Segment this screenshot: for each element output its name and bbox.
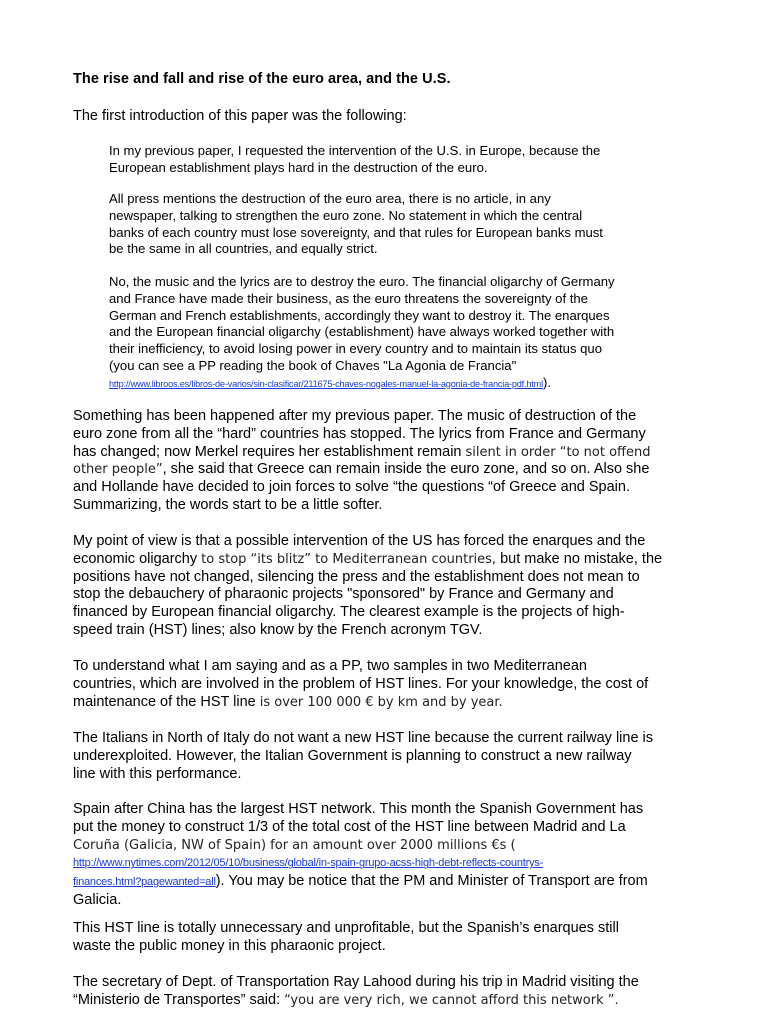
p1-text: has changed; now Merkel requires her establishment remain <box>73 443 466 460</box>
nytimes-link[interactable]: http://www.nytimes.com/2012/05/10/business/global/in-spain-grupo-acss-high-debt-reflects-countrys- <box>73 857 544 870</box>
p1-alt-text: other people” <box>73 462 163 478</box>
quote-paragraph-1 <box>109 143 709 177</box>
p6-line: waste the public money in this pharaonic project. <box>73 937 386 954</box>
p1-line <box>73 461 697 479</box>
p1-line: euro zone from all the “hard” countries has stopped. The lyrics from France and Germany <box>73 425 646 442</box>
p1-line: and Hollande have decided to join forces to solve “the questions “of Greece and Spain. <box>73 479 630 496</box>
paragraph-1 <box>73 408 697 515</box>
quote-paragraph-3 <box>109 274 709 393</box>
paragraph-5 <box>73 801 697 910</box>
p2-line <box>73 551 697 569</box>
quote3-line: their inefficiency, to avoid losing power in every country and to maintain its status quo <box>109 341 602 357</box>
p5-line: Galicia. <box>73 891 122 908</box>
p2-line: speed train (HST) lines; also know by the French acronym TGV. <box>73 621 483 638</box>
nytimes-link-continued[interactable]: finances.html?pagewanted=all <box>73 876 216 889</box>
quote2-line: All press mentions the destruction of the euro area, there is no article, in any <box>109 191 551 206</box>
quote3-line: and the European financial oligarchy (establishment) have always worked together with <box>109 324 615 340</box>
p5-line: put the money to construct 1/3 of the total cost of the HST line between Madrid and La <box>73 818 626 835</box>
quote3-line: German and French establishments, accordingly they want to destroy it. The enarques <box>109 307 610 323</box>
p2-text: but make no mistake, the <box>496 550 663 567</box>
p5-tail: ). You may be notice that the PM and Minister of Transport are from <box>215 873 648 890</box>
p2-line: financed by European financial oligarchy. The clearest example is the projects of high- <box>73 604 625 621</box>
paragraph-4 <box>73 730 697 783</box>
p5-line <box>73 873 697 892</box>
p3-line: countries, which are involved in the problem of HST lines. For your knowledge, the cost of <box>73 675 649 692</box>
quote2-line: banks of each country must lose sovereignty, and that rules for European banks must <box>109 224 603 240</box>
p3-text: maintenance of the HST line <box>73 693 260 710</box>
quote-paragraph-2 <box>109 191 709 258</box>
paragraph-3 <box>73 658 697 711</box>
quote1-line: In my previous paper, I requested the intervention of the U.S. in Europe, because the <box>109 143 601 158</box>
p2-line: stop the debauchery of pharaonic projects "sponsored" by France and Germany and <box>73 586 614 603</box>
p7-line: The secretary of Dept. of Transportation Ray Lahood during his trip in Madrid visiting the <box>73 974 639 990</box>
quote2-line: be the same in all countries, and equally strict. <box>109 241 378 257</box>
p1-line <box>73 444 697 462</box>
p1-text: , she said that Greece can remain inside the euro zone, and so on. Also she <box>162 461 650 478</box>
paragraph-2 <box>73 533 697 640</box>
p3-line: To understand what I am saying and as a PP, two samples in two Mediterranean <box>73 658 587 674</box>
quote1-line: European establishment plays hard in the destruction of the euro. <box>109 159 488 175</box>
document-title: The rise and fall and rise of the euro area, and the U.S. <box>73 71 451 87</box>
p7-alt-text: “you are very rich, we cannot afford this network ”. <box>284 992 619 1008</box>
p4-line: line with this performance. <box>73 765 242 782</box>
paragraph-7 <box>73 974 697 1010</box>
intro-sentence: The first introduction of this paper was the following: <box>73 108 407 124</box>
p2-line: My point of view is that a possible intervention of the US has forced the enarques and the <box>73 533 646 549</box>
p1-line: Something has been happened after my previous paper. The music of destruction of the <box>73 408 637 424</box>
quote2-line: newspaper, talking to strengthen the euro zone. No statement in which the central <box>109 207 583 223</box>
p2-line: positions have not changed, silencing the press and the establishment does not mean to <box>73 568 640 585</box>
p5-alt-line: Coruña (Galicia, NW of Spain) for an amount over 2000 millions €s ( <box>73 837 516 853</box>
quote3-line: and France have made their business, as the euro threatens the sovereignty of the <box>109 290 588 306</box>
quote3-line: No, the music and the lyrics are to destroy the euro. The financial oligarchy of Germany <box>109 274 615 289</box>
p2-text: economic oligarchy <box>73 550 202 567</box>
p1-alt-text: silent in order “to not offend <box>465 444 651 460</box>
p2-alt-text: to stop “its blitz” to Mediterranean countries, <box>201 551 497 567</box>
quote3-line: (you can see a PP reading the book of Chaves "La Agonia de Francia" <box>109 357 517 373</box>
paragraph-6 <box>73 920 697 956</box>
p7-line <box>73 992 697 1010</box>
p1-line: Summarizing, the words start to be a little softer. <box>73 496 383 513</box>
p5-link-line <box>73 854 697 873</box>
p7-text: “Ministerio de Transportes” said: <box>73 991 285 1008</box>
p6-line: This HST line is totally unnecessary and unprofitable, but the Spanish’s enarques still <box>73 920 619 936</box>
quote3-tail: ). <box>542 374 551 390</box>
p4-line: underexploited. However, the Italian Government is planning to construct a new railway <box>73 747 632 764</box>
libroos-link[interactable]: http://www.libroos.es/libros-de-varios/sin-clasificar/211675-chaves-nogales-manuel-la-agonia-de-francia-pdf.html <box>109 378 543 389</box>
quote3-link-line <box>109 375 709 393</box>
p5-line: Spain after China has the largest HST network. This month the Spanish Government has <box>73 801 644 817</box>
p4-line: The Italians in North of Italy do not want a new HST line because the current railway line is <box>73 730 654 746</box>
p3-alt-text: is over 100 000 € by km and by year. <box>259 694 503 710</box>
p3-line <box>73 694 697 712</box>
